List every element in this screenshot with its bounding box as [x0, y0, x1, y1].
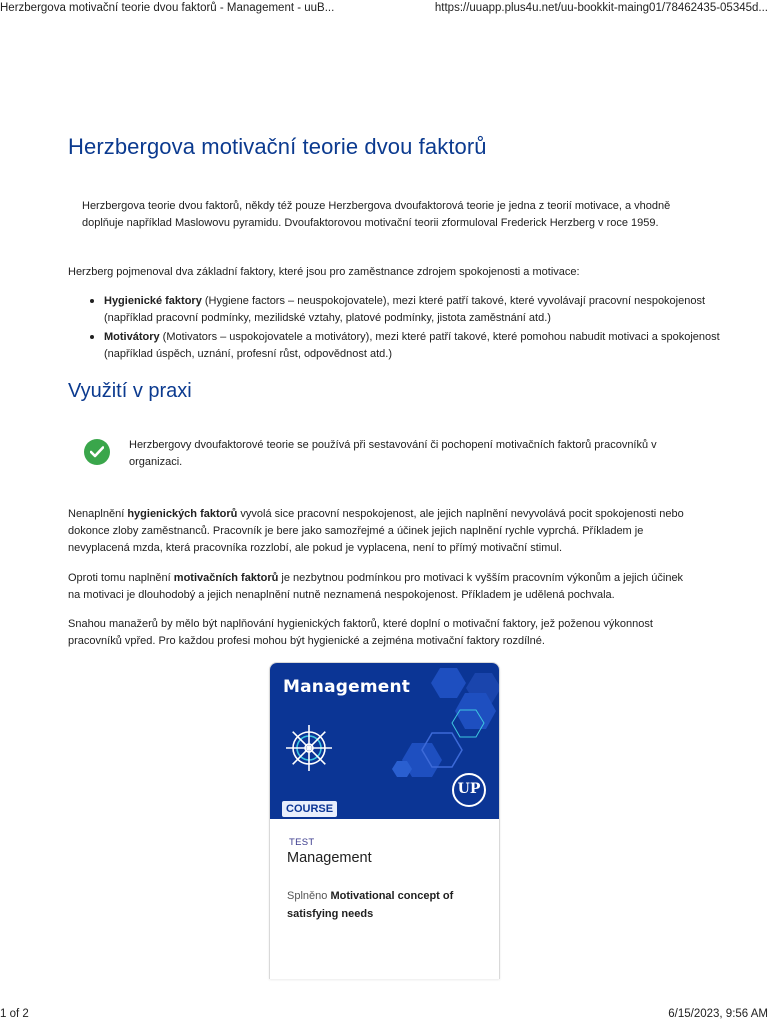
- text: Nenaplnění: [68, 508, 128, 520]
- status-item: Motivational concept of satisfying needs: [287, 890, 454, 920]
- paragraph-motivation: [68, 570, 693, 604]
- up-logo-icon: [452, 773, 486, 807]
- print-timestamp: 6/15/2023, 9:56 AM: [668, 1008, 768, 1020]
- course-banner: [270, 663, 499, 819]
- paragraph-managers: Snahou manažerů by mělo být naplňování hygienických faktorů, které doplní o motivační faktory, jež poženou výkonnost pracovníků vpřed. Pro každou profesi mohou být hygienické a zejména motivační faktory rozdílné.: [68, 618, 653, 647]
- print-header: [0, 0, 768, 18]
- text: vyvolá sice pracovní nespokojenost, ale jejich naplnění nevyvolává pocit spokojenosti nebo dokonce zloby zaměstnanců. Pracovník je bere jako samozřejmé a účinek jejich naplnění rychle vyprchá. Příkladem je nevyplacená mzda, která pracovníka rozzlobí, ale pokud je vyplacena, není to přímý motivační stimul.: [68, 508, 684, 554]
- print-footer: [0, 1006, 768, 1024]
- factor-term: Hygienické faktory: [104, 295, 202, 307]
- card-kind: TEST: [289, 837, 315, 848]
- card-status: [287, 887, 487, 923]
- text: Oproti tomu naplnění: [68, 572, 174, 584]
- status-label: Splněno: [287, 890, 331, 902]
- page-counter: 1 of 2: [0, 1008, 29, 1020]
- page-title: Herzbergova motivační teorie dvou faktorů: [68, 134, 487, 159]
- emphasis: hygienických faktorů: [127, 508, 238, 520]
- list-item: [104, 292, 724, 327]
- banner-title: Management: [283, 677, 411, 697]
- factor-term: Motivátory: [104, 331, 160, 343]
- section-heading: Využití v praxi: [68, 380, 192, 402]
- logo-text: UP: [457, 781, 481, 797]
- card-name[interactable]: Management: [287, 850, 372, 866]
- ship-wheel-icon: [282, 721, 336, 775]
- emphasis: motivačních faktorů: [173, 572, 279, 584]
- intro-paragraph: Herzbergova teorie dvou faktorů, někdy též pouze Herzbergova dvoufaktorová teorie je jedna z teorií motivace, a vhodně doplňuje například Maslowovu pyramidu. Dvoufaktorovou motivační teorii zformuloval Frederick Herzberg v roce 1959.: [82, 200, 671, 229]
- page-url[interactable]: https://uuapp.plus4u.net/uu-bookkit-maing01/78462435-05345d...: [434, 2, 768, 14]
- check-circle-icon: [84, 439, 110, 465]
- paragraph-hygiene: [68, 506, 693, 557]
- factor-desc: (Motivators – uspokojovatele a motivátory), mezi které patří takové, které pomohou nabudit motivaci a spokojenost (například úspěch, uznání, profesní růst, odpovědnost atd.): [104, 331, 720, 360]
- factor-desc: (Hygiene factors – neuspokojovatele), mezi které patří takové, které vyvolávají pracovní nespokojenost (například pracovní podmínky, mezilidské vztahy, platové podmínky, jistota zaměstnání atd.): [104, 295, 706, 324]
- list-item: [104, 328, 724, 363]
- text: je nezbytnou podmínkou pro motivaci k vyšším pracovním výkonům a jejich účinek na motivaci je dlouhodobý a jejich nenaplnění nutně neznamená nespokojenost. Příkladem je udělená pochvala.: [68, 572, 684, 601]
- course-card[interactable]: [269, 662, 500, 979]
- tab-title: Herzbergova motivační teorie dvou faktorů - Management - uuB...: [0, 2, 335, 14]
- course-badge: COURSE: [282, 801, 337, 817]
- info-note: [84, 437, 694, 477]
- factors-lead-paragraph: Herzberg pojmenoval dva základní faktory, které jsou pro zaměstnance zdrojem spokojenosti a motivace:: [68, 266, 580, 278]
- note-text: Herzbergovy dvoufaktorové teorie se používá při sestavování či pochopení motivačních faktorů pracovníků v organizaci.: [129, 439, 657, 468]
- factors-list: [68, 292, 724, 364]
